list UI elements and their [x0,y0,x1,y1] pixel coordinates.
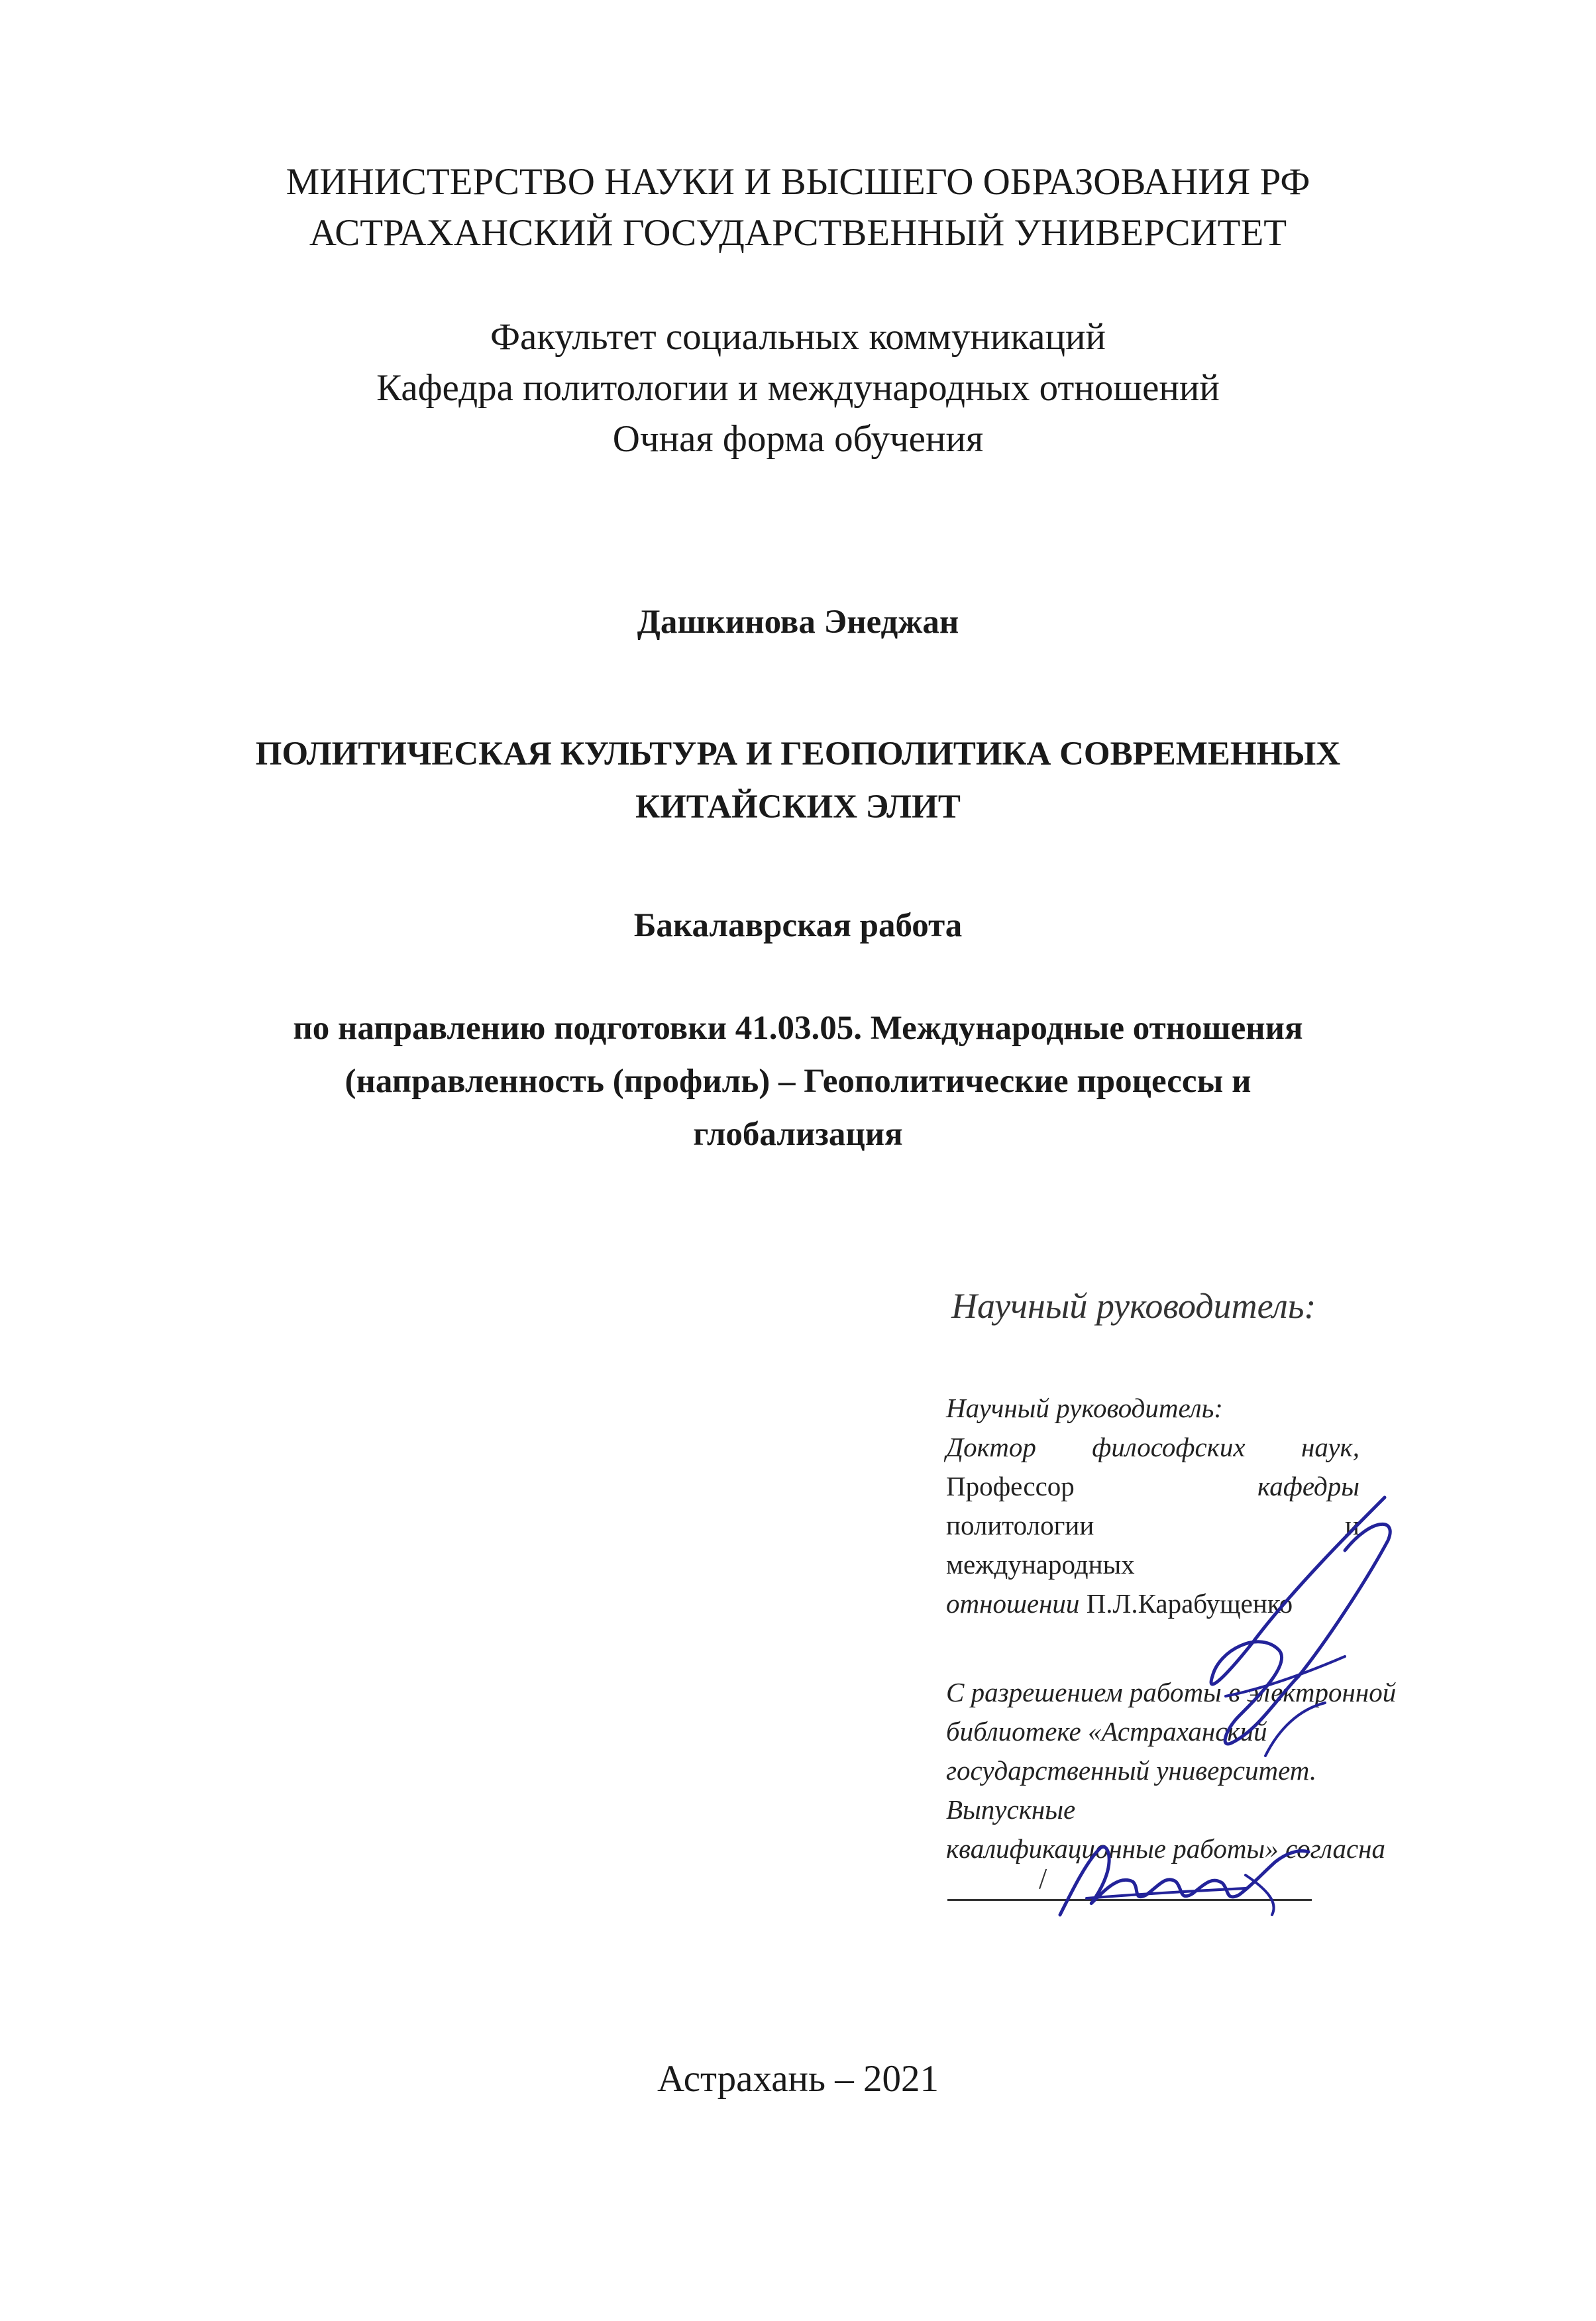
author-name: Дашкинова Энеджан [637,604,959,641]
permission-line-2: библиотеке «Астраханский [946,1716,1267,1747]
permission-line-1: С разрешением работы в электронной [946,1677,1397,1707]
supervisor-name-line: отношении П.Л.Карабущенко [946,1588,1293,1619]
department-line: Кафедра политологии и международных отношений [376,367,1220,409]
author-block [0,598,1596,647]
direction-line-3: глобализация [693,1116,903,1153]
permission-block [946,1673,1476,1868]
thesis-title [0,728,1596,834]
faculty-line: Факультет социальных коммуникаций [490,316,1106,358]
signature-slash: / [1039,1862,1047,1895]
faculty-block [0,311,1596,464]
supervisor-name: П.Л.Карабущенко [1079,1588,1293,1619]
supervisor-label: Научный руководитель: [946,1393,1223,1423]
work-type: Бакалаврская работа [633,907,963,944]
permission-line-4: Выпускные [946,1794,1076,1825]
work-type-block [0,901,1596,951]
direction-block [0,1002,1596,1161]
supervisor-heading: Научный руководитель: [951,1286,1316,1326]
signature-line [947,1899,1312,1901]
direction-line-2: (направленность (профиль) – Геополитические процессы и [345,1063,1251,1100]
permission-line-5: квалификационные работы» согласна [946,1833,1385,1864]
ministry-line: МИНИСТЕРСТВО НАУКИ И ВЫСШЕГО ОБРАЗОВАНИЯ РФ [286,161,1310,203]
institution-header [0,156,1596,258]
study-form-line: Очная форма обучения [612,418,984,460]
city-year: Астрахань – 2021 [657,2058,939,2100]
supervisor-department: политологии и [946,1510,1359,1540]
direction-line-1: по направлению подготовки 41.03.05. Международные отношения [293,1010,1303,1047]
thesis-title-line-2: КИТАЙСКИХ ЭЛИТ [635,788,961,826]
university-line: АСТРАХАНСКИЙ ГОСУДАРСТВЕННЫЙ УНИВЕРСИТЕТ [309,212,1287,254]
supervisor-department-cont: международных [946,1549,1135,1580]
thesis-title-line-1: ПОЛИТИЧЕСКАЯ КУЛЬТУРА И ГЕОПОЛИТИКА СОВРЕМЕННЫХ [255,735,1341,773]
supervisor-degree: Доктор философских наук, [946,1432,1359,1462]
supervisor-position: Профессор кафедры [946,1471,1359,1501]
permission-line-3: государственный университет. [946,1755,1317,1786]
supervisor-block [946,1389,1359,1623]
